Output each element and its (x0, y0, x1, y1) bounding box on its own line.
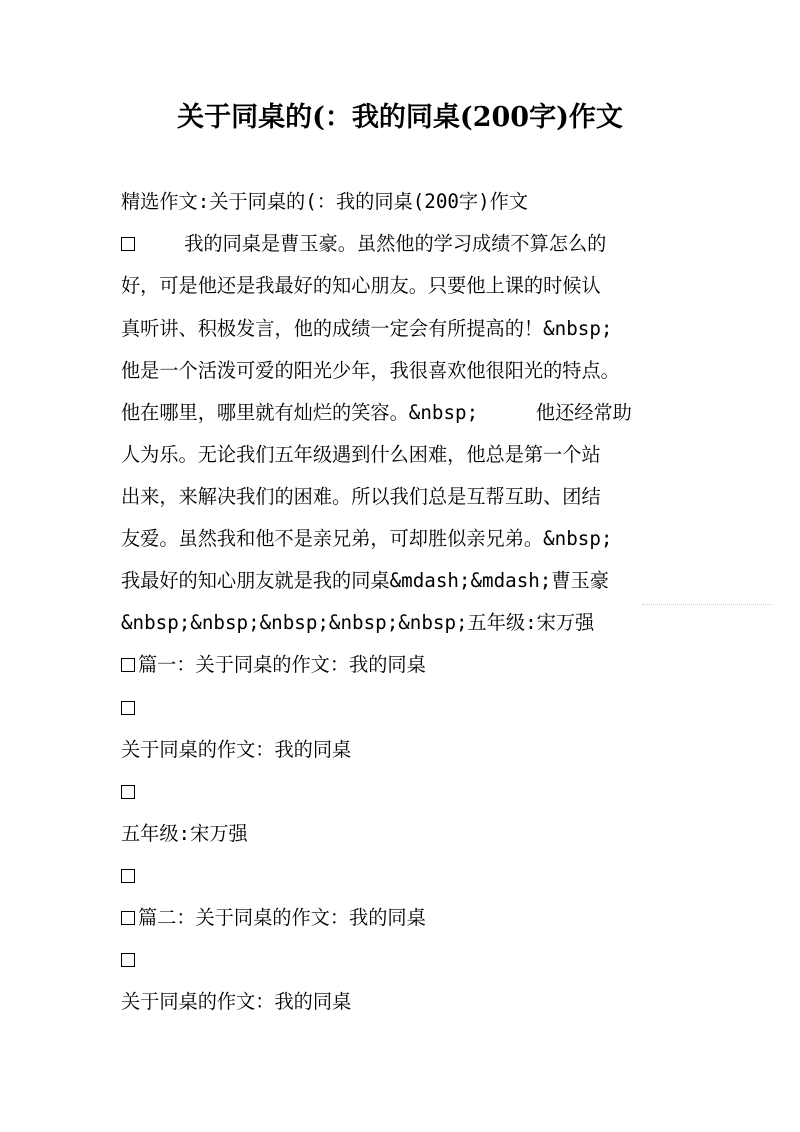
text-line (121, 694, 138, 722)
text-line: 五年级:宋万强 (121, 822, 248, 845)
checkbox-glyph-icon (121, 785, 135, 799)
text-line: &nbsp;&nbsp;&nbsp;&nbsp;&nbsp;五年级:宋万强 (121, 611, 595, 634)
text-line-content: 篇一：关于同桌的作文：我的同桌 (138, 653, 426, 676)
checkbox-glyph-icon (121, 869, 135, 883)
text-line: 他在哪里，哪里就有灿烂的笑容。&nbsp; 他还经常助 (121, 401, 632, 424)
text-line: 真听讲、积极发言，他的成绩一定会有所提高的！&nbsp; (121, 317, 613, 340)
text-line: 精选作文:关于同桌的(：我的同桌(200字)作文 (121, 190, 529, 213)
text-line: 关于同桌的作文：我的同桌 (121, 738, 352, 761)
text-line (121, 778, 138, 806)
text-line (121, 230, 606, 258)
checkbox-glyph-icon (121, 237, 135, 251)
dotted-rule (642, 604, 772, 605)
document-title: 关于同桌的(：我的同桌(200字)作文 (177, 102, 623, 133)
text-line (121, 946, 138, 974)
text-line-content: 我的同桌是曹玉豪。虽然他的学习成绩不算怎么的 (138, 232, 607, 255)
checkbox-glyph-icon (121, 701, 135, 715)
text-line (121, 862, 138, 890)
text-line: 关于同桌的作文：我的同桌 (121, 990, 352, 1013)
text-line: 好，可是他还是我最好的知心朋友。只要他上课的时候认 (121, 274, 601, 297)
checkbox-glyph-icon (121, 911, 135, 925)
text-line-content: 篇二：关于同桌的作文：我的同桌 (138, 906, 426, 929)
text-line: 他是一个活泼可爱的阳光少年，我很喜欢他很阳光的特点。 (121, 359, 620, 382)
text-line: 我最好的知心朋友就是我的同桌&mdash;&mdash;曹玉豪 (121, 569, 609, 592)
text-line (121, 904, 426, 932)
text-line: 人为乐。无论我们五年级遇到什么困难，他总是第一个站 (121, 443, 601, 466)
text-line: 友爱。虽然我和他不是亲兄弟，可却胜似亲兄弟。&nbsp; (121, 527, 613, 550)
text-line: 出来，来解决我们的困难。所以我们总是互帮互助、团结 (121, 485, 601, 508)
checkbox-glyph-icon (121, 658, 135, 672)
text-line (121, 651, 426, 679)
checkbox-glyph-icon (121, 953, 135, 967)
